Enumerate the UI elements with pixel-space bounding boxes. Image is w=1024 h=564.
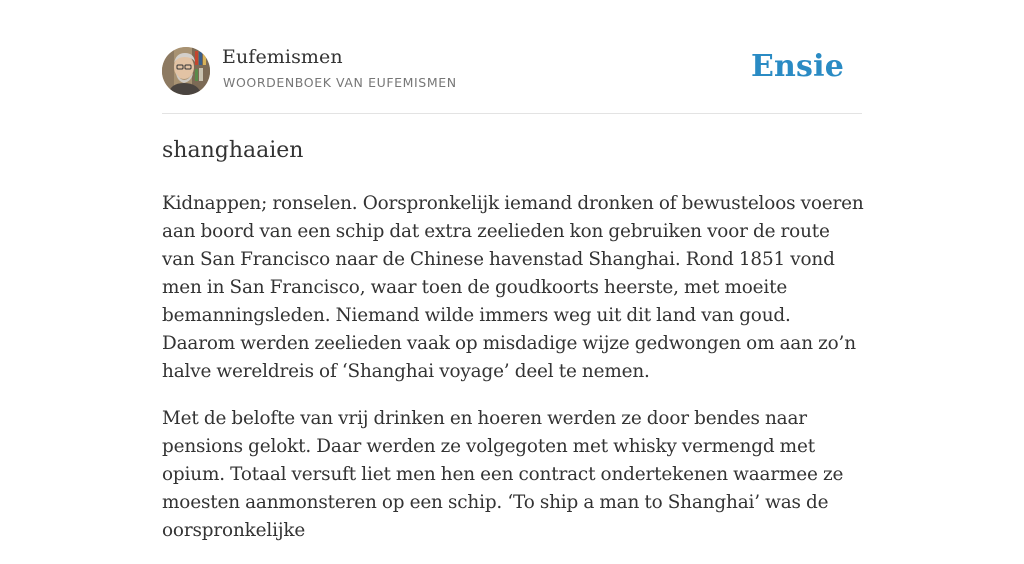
page-container bbox=[162, 0, 864, 541]
entry-definition bbox=[162, 190, 864, 564]
author-name[interactable]: Eufemismen bbox=[222, 46, 343, 68]
page-header bbox=[162, 0, 862, 114]
entry-term: shanghaaien bbox=[162, 138, 304, 163]
author-photo-icon bbox=[162, 47, 210, 95]
definition-paragraph: Kidnappen; ronselen. Oorspronkelijk iemand dronken of bewusteloos voeren aan boord van een schip dat extra zeelieden kon gebruiken voor de route van San Francisco naar de Chinese havenstad Shanghai. Rond 1851 vond men in San Francisco, waar toen de goudkoorts heerste, met moeite bemanningsleden. Niemand wilde immers weg uit dit land van goud. Daarom werden zeelieden vaak op misdadige wijze gedwongen om aan zo’n halve wereldreis of ‘Shanghai voyage’ deel te nemen. bbox=[162, 193, 864, 382]
brand-logo[interactable]: Ensie bbox=[750, 49, 844, 84]
definition-paragraph: Met de belofte van vrij drinken en hoeren werden ze door bendes naar pensions gelokt. Daar werden ze volgegoten met whisky vermengd met opium. Totaal versuft liet men hen een contract ondertekenen waarmee ze moesten aanmonsteren op een schip. ‘To ship a man to Shanghai’ was de oorspronkelijke bbox=[162, 408, 844, 541]
author-avatar[interactable] bbox=[162, 47, 210, 95]
dictionary-title[interactable]: WOORDENBOEK VAN EUFEMISMEN bbox=[223, 75, 457, 90]
